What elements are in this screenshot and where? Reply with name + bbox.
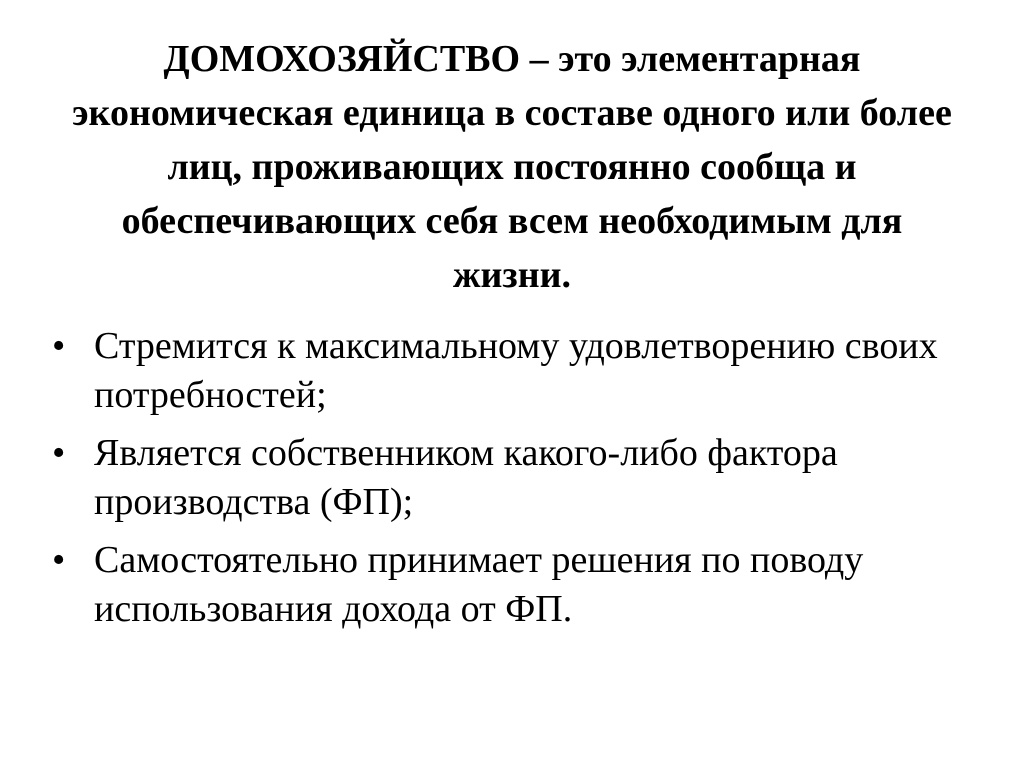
bullet-icon: • [52, 539, 66, 581]
bullet-text: Самостоятельно принимает решения по поводу использования дохода от ФП. [94, 539, 864, 630]
definition-heading: ДОМОХОЗЯЙСТВО – это элементарная экономическая единица в составе одного или более лиц, проживающих постоянно сообща и обеспечивающих себя всем необходимым для жизни. [72, 38, 952, 296]
bullet-text: Стремится к максимальному удовлетворению своих потребностей; [94, 325, 938, 416]
list-item [52, 429, 972, 527]
bullet-list [52, 322, 972, 643]
bullet-icon: • [52, 432, 66, 474]
bullet-text: Является собственником какого-либо фактора производства (ФП); [94, 432, 838, 523]
bullet-icon: • [52, 325, 66, 367]
list-item [52, 536, 972, 634]
list-item [52, 322, 972, 420]
